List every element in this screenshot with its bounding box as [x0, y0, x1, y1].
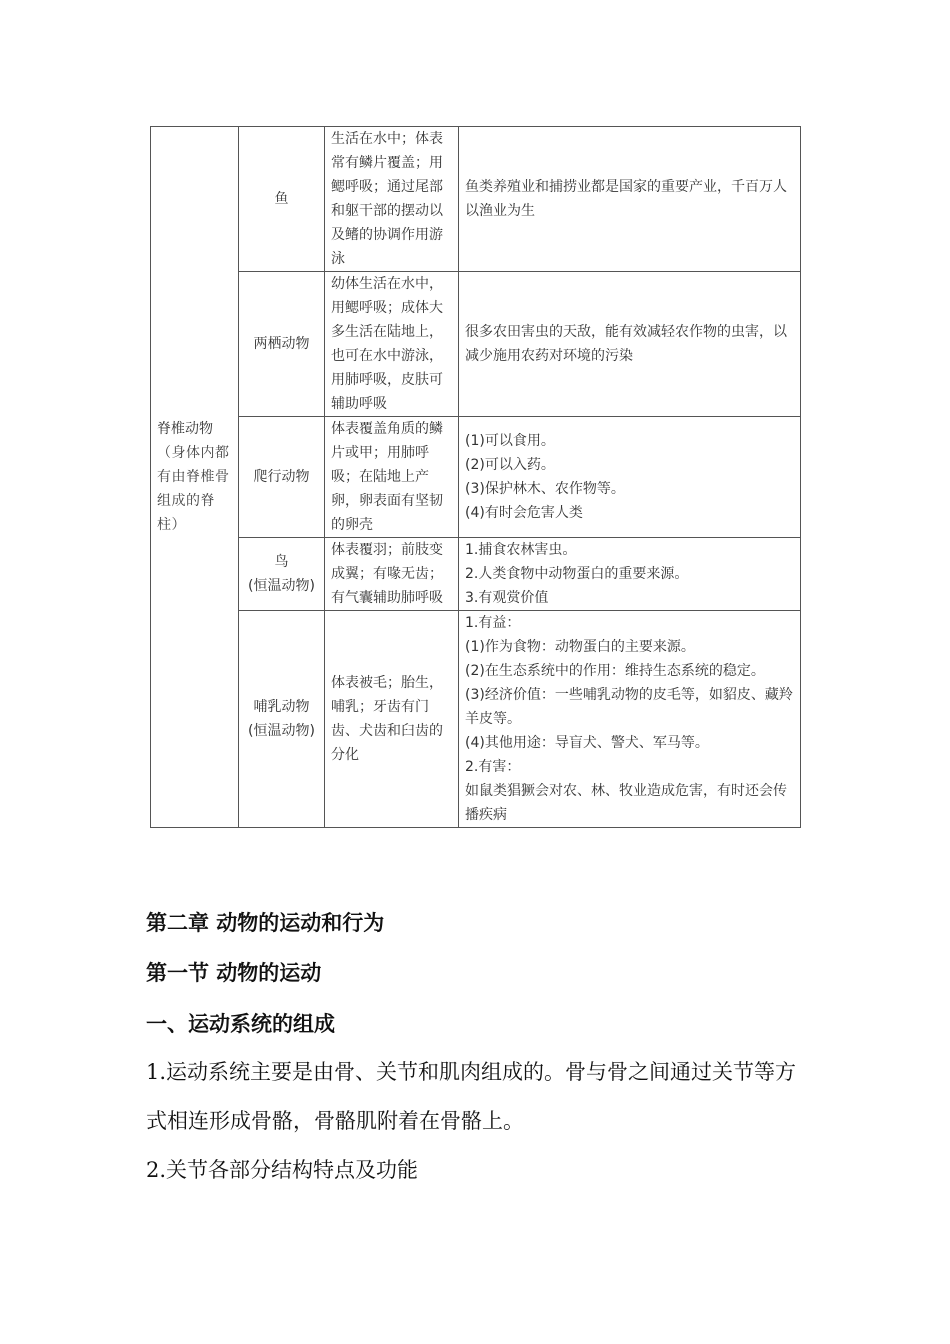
table-row: [151, 538, 801, 611]
animal-uses: 1.捕食农林害虫。 2.人类食物中动物蛋白的重要来源。 3.有观赏价值: [459, 538, 801, 611]
group-label: 脊椎动物: [157, 421, 213, 437]
table-row: [151, 272, 801, 417]
table-row: [151, 611, 801, 828]
chapter-title: 第二章 动物的运动和行为: [146, 911, 385, 935]
table-row: [151, 127, 801, 272]
table-row: [151, 417, 801, 538]
subsection-title: 一、运动系统的组成: [146, 1012, 335, 1036]
animal-name: 鸟 (恒温动物): [239, 538, 325, 611]
paragraph: 1.运动系统主要是由骨、关节和肌肉组成的。骨与骨之间通过关节等方式相连形成骨骼，骨骼肌附着在骨骼上。: [146, 1060, 797, 1133]
group-description: （身体内都有由脊椎骨组成的脊柱）: [157, 445, 230, 533]
paragraph: 2.关节各部分结构特点及功能: [146, 1158, 419, 1182]
animal-name: 两栖动物: [239, 272, 325, 417]
group-cell: [151, 127, 239, 828]
animal-traits: 生活在水中；体表常有鳞片覆盖；用鳃呼吸；通过尾部和躯干部的摆动以及鳍的协调作用游泳: [325, 127, 459, 272]
animal-name: 哺乳动物 (恒温动物): [239, 611, 325, 828]
animal-uses: 鱼类养殖业和捕捞业都是国家的重要产业，千百万人以渔业为生: [459, 127, 801, 272]
animal-traits: 体表覆羽；前肢变成翼；有喙无齿；有气囊辅助肺呼吸: [325, 538, 459, 611]
animal-name: 爬行动物: [239, 417, 325, 538]
animal-traits: 体表被毛；胎生，哺乳；牙齿有门齿、犬齿和臼齿的分化: [325, 611, 459, 828]
animal-name: 鱼: [239, 127, 325, 272]
animal-traits: 幼体生活在水中，用鳃呼吸；成体大多生活在陆地上，也可在水中游泳，用肺呼吸，皮肤可辅助呼吸: [325, 272, 459, 417]
vertebrate-table: [150, 126, 801, 828]
animal-name-note: (恒温动物): [248, 723, 315, 739]
animal-uses: (1)可以食用。 (2)可以入药。 (3)保护林木、农作物等。 (4)有时会危害人类: [459, 417, 801, 538]
animal-traits: 体表覆盖角质的鳞片或甲；用肺呼吸；在陆地上产卵，卵表面有坚韧的卵壳: [325, 417, 459, 538]
section-title: 第一节 动物的运动: [146, 961, 322, 985]
animal-uses: 很多农田害虫的天敌，能有效减轻农作物的虫害，以减少施用农药对环境的污染: [459, 272, 801, 417]
animal-name-note: (恒温动物): [248, 578, 315, 594]
animal-uses: 1.有益： (1)作为食物：动物蛋白的主要来源。 (2)在生态系统中的作用：维持生态系统的稳定。 (3)经济价值：一些哺乳动物的皮毛等，如貂皮、藏羚羊皮等。 (4)其他用途：导盲犬、警犬、军马等。 2.有害： 如鼠类猖獗会对农、林、牧业造成危害，有时还会传播疾病: [459, 611, 801, 828]
